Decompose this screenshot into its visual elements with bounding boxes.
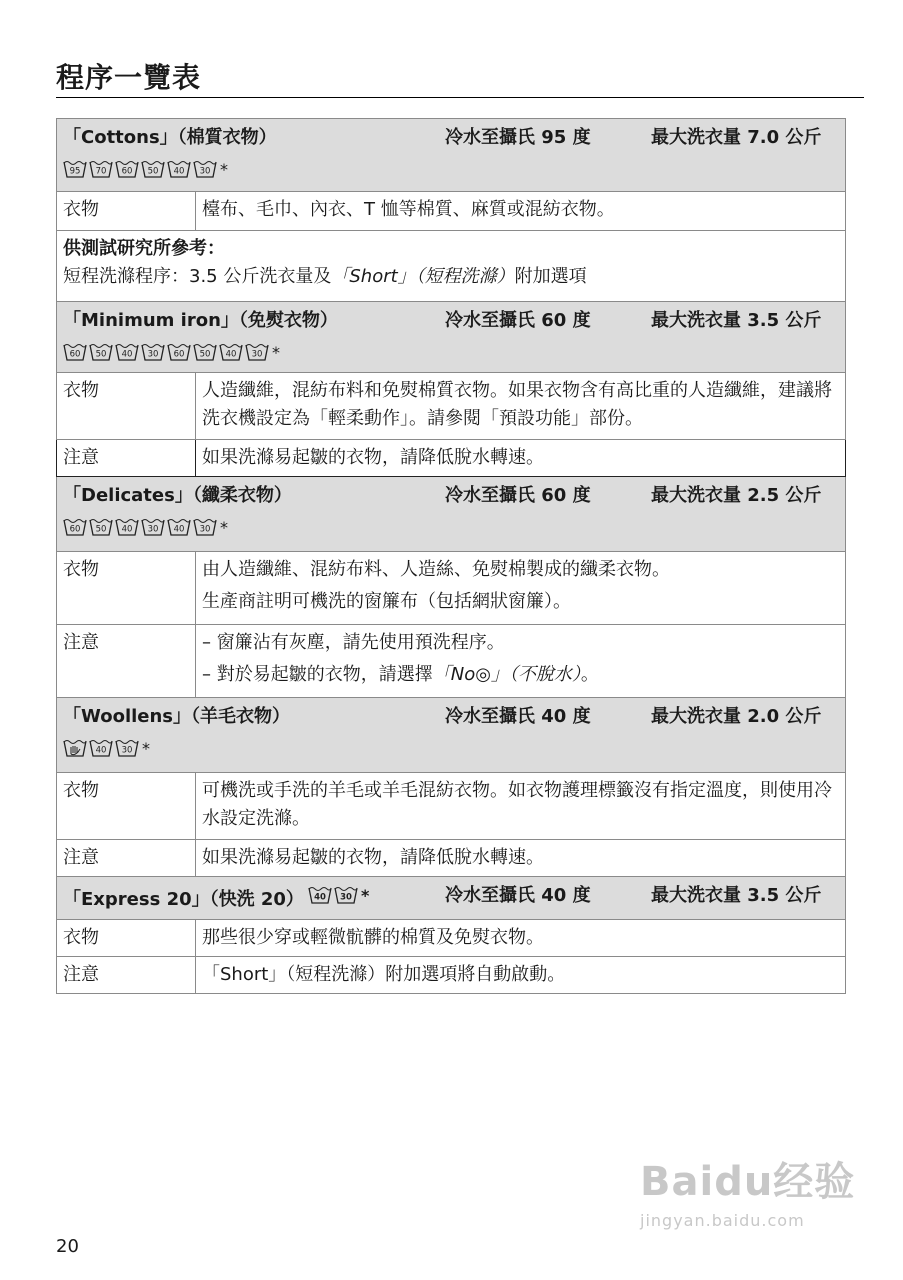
wash-temp-40-icon (167, 159, 191, 179)
program-load: 最大洗衣量 2.0 公斤 (651, 706, 822, 727)
svg-text:40: 40 (95, 745, 107, 756)
watermark-logo: Baidu经验 (640, 1159, 856, 1205)
row-label: 衣物 (57, 773, 196, 840)
svg-text:60: 60 (121, 166, 133, 177)
row-value: 由人造纖維、混紡布料、人造絲、免熨棉製成的纖柔衣物。 生產商註明可機洗的窗簾布（包括網狀窗簾）。 (196, 552, 846, 625)
program-header-cottons (57, 119, 846, 192)
program-row-note (57, 440, 846, 477)
program-load: 最大洗衣量 2.5 公斤 (651, 485, 822, 506)
wash-temp-40-icon (89, 738, 113, 758)
wash-temp-30-icon (193, 159, 217, 179)
program-header-minimum-iron (57, 302, 846, 373)
title-divider (56, 97, 864, 98)
program-header-delicates (57, 477, 846, 552)
program-name: 「Minimum iron」（免熨衣物） (63, 310, 338, 331)
svg-text:40: 40 (173, 166, 185, 177)
row-value: 可機洗或手洗的羊毛或羊毛混紡衣物。如衣物護理標籤沒有指定溫度，則使用冷水設定洗滌。 (196, 773, 846, 840)
row-value: 如果洗滌易起皺的衣物，請降低脫水轉速。 (196, 440, 846, 477)
program-temp: 冷水至攝氏 40 度 (445, 706, 591, 727)
program-load: 最大洗衣量 7.0 公斤 (651, 127, 822, 148)
row-value: 如果洗滌易起皺的衣物，請降低脫水轉速。 (196, 840, 846, 877)
program-header-woollens (57, 698, 846, 773)
svg-text:30: 30 (199, 524, 211, 535)
footnote-star: * (220, 160, 228, 179)
footnote-star: * (272, 343, 280, 362)
row-label: 注意 (57, 840, 196, 877)
page-title: 程序一覽表 (56, 61, 202, 94)
program-load: 最大洗衣量 3.5 公斤 (651, 310, 822, 331)
svg-text:30: 30 (251, 349, 263, 360)
wash-temp-60-icon (115, 159, 139, 179)
row-label: 衣物 (57, 920, 196, 957)
wash-temp-60-icon (63, 517, 87, 537)
svg-text:30: 30 (121, 745, 133, 756)
care-symbols (63, 511, 839, 537)
program-name: 「Cottons」（棉質衣物） (63, 127, 277, 148)
wash-temp-30-icon (193, 517, 217, 537)
care-symbols (63, 153, 839, 179)
program-header-express-20 (57, 877, 846, 920)
program-temp: 冷水至攝氏 60 度 (445, 310, 591, 331)
lab-text: 短程洗滌程序：3.5 公斤洗衣量及「Short」（短程洗滌）附加選項 (63, 266, 587, 287)
row-label: 衣物 (57, 192, 196, 231)
program-name: 「Delicates」（纖柔衣物） (63, 485, 292, 506)
program-table (56, 118, 846, 994)
svg-text:60: 60 (69, 524, 81, 535)
program-load: 最大洗衣量 3.5 公斤 (651, 885, 822, 906)
wash-temp-70-icon (89, 159, 113, 179)
program-row-items (57, 773, 846, 840)
program-row-items (57, 552, 846, 625)
program-temp: 冷水至攝氏 95 度 (445, 127, 591, 148)
wash-temp-50-icon (89, 517, 113, 537)
wash-temp-30-icon (141, 342, 165, 362)
program-row-note (57, 840, 846, 877)
wash-temp-60-icon (63, 342, 87, 362)
row-value: 那些很少穿或輕微骯髒的棉質及免熨衣物。 (196, 920, 846, 957)
wash-temp-30-icon (245, 342, 269, 362)
row-value: 檯布、毛巾、內衣、T 恤等棉質、麻質或混紡衣物。 (196, 192, 846, 231)
row-label: 衣物 (57, 373, 196, 440)
wash-temp-50-icon (193, 342, 217, 362)
wash-temp-40-icon (308, 885, 332, 905)
program-row-note (57, 957, 846, 994)
svg-text:50: 50 (95, 524, 107, 535)
program-name: 「Express 20」（快洗 20） (63, 889, 304, 910)
program-row-note (57, 625, 846, 698)
program-row-items (57, 373, 846, 440)
row-label: 注意 (57, 957, 196, 994)
watermark (640, 1150, 870, 1250)
svg-text:30: 30 (199, 166, 211, 177)
wash-temp-30-icon (334, 885, 358, 905)
lab-title: 供測試研究所參考： (63, 238, 225, 259)
svg-text:40: 40 (121, 524, 133, 535)
wash-temp-30-icon (141, 517, 165, 537)
program-row-lab (57, 231, 846, 302)
program-temp: 冷水至攝氏 60 度 (445, 485, 591, 506)
program-name: 「Woollens」（羊毛衣物） (63, 706, 291, 727)
wash-temp-40-icon (115, 517, 139, 537)
svg-text:60: 60 (173, 349, 185, 360)
svg-text:70: 70 (95, 166, 107, 177)
wash-temp-30-icon (115, 738, 139, 758)
wash-temp-40-icon (115, 342, 139, 362)
row-value: 「Short」（短程洗滌）附加選項將自動啟動。 (196, 957, 846, 994)
svg-text:60: 60 (69, 349, 81, 360)
svg-text:40: 40 (314, 892, 326, 903)
svg-text:50: 50 (199, 349, 211, 360)
row-value: – 窗簾沾有灰塵，請先使用預洗程序。 – 對於易起皺的衣物，請選擇「No◎」（不脫水）。 (196, 625, 846, 698)
row-label: 注意 (57, 440, 196, 477)
svg-text:95: 95 (69, 166, 81, 177)
footnote-star: * (142, 739, 150, 758)
svg-text:40: 40 (173, 524, 185, 535)
svg-text:30: 30 (340, 892, 352, 903)
svg-text:50: 50 (147, 166, 159, 177)
row-label: 衣物 (57, 552, 196, 625)
wash-temp-50-icon (89, 342, 113, 362)
wash-temp-40-icon (219, 342, 243, 362)
row-label: 注意 (57, 625, 196, 698)
footnote-star: * (360, 886, 370, 905)
svg-text:50: 50 (95, 349, 107, 360)
care-symbols (63, 732, 839, 758)
row-value: 人造纖維，混紡布料和免熨棉質衣物。如果衣物含有高比重的人造纖維，建議將洗衣機設定為「輕柔動作」。請參閱「預設功能」部份。 (196, 373, 846, 440)
svg-text:30: 30 (147, 524, 159, 535)
program-temp: 冷水至攝氏 40 度 (445, 885, 591, 906)
svg-text:30: 30 (147, 349, 159, 360)
wash-temp-95-icon (63, 159, 87, 179)
wash-temp-50-icon (141, 159, 165, 179)
wash-temp-60-icon (167, 342, 191, 362)
svg-text:40: 40 (225, 349, 237, 360)
svg-text:40: 40 (121, 349, 133, 360)
care-symbols (308, 883, 369, 905)
hand-wash-icon (63, 738, 87, 758)
care-symbols (63, 336, 839, 362)
program-row-items (57, 920, 846, 957)
page-number: 20 (56, 1236, 79, 1257)
watermark-url: jingyan.baidu.com (640, 1211, 805, 1230)
footnote-star: * (220, 518, 228, 537)
wash-temp-40-icon (167, 517, 191, 537)
program-row-items (57, 192, 846, 231)
